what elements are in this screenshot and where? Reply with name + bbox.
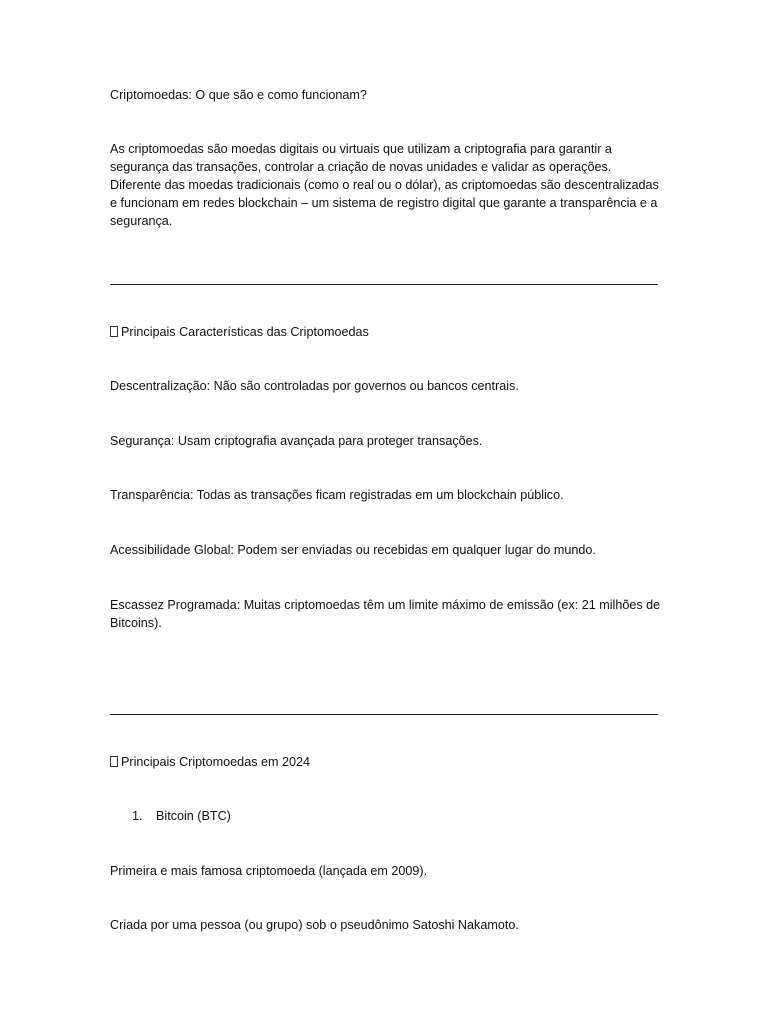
list-number: 1. — [132, 809, 143, 823]
section-heading-top-coins — [110, 753, 662, 771]
list-item-bitcoin: Bitcoin (BTC) — [156, 809, 231, 823]
section-heading-text: Principais Características das Criptomoedas — [121, 325, 369, 339]
paragraph-decentralization: Descentralização: Não são controladas por governos ou bancos centrais. — [110, 379, 519, 393]
paragraph-transparency: Transparência: Todas as transações ficam registradas em um blockchain público. — [110, 488, 564, 502]
section-heading-characteristics — [110, 323, 662, 341]
intro-paragraph: As criptomoedas são moedas digitais ou virtuais que utilizam a criptografia para garantir a segurança das transações, controlar a criação de novas unidades e validar as operações. Diferente das moedas tradicionais (como o real ou o dólar), as criptomoedas são descentralizadas e funcionam em redes blockchain – um sistema de registro digital que garante a transparência e a segurança. — [110, 142, 659, 228]
paragraph-security: Segurança: Usam criptografia avançada para proteger transações. — [110, 434, 483, 448]
section-heading-text: Principais Criptomoedas em 2024 — [121, 755, 310, 769]
horizontal-rule — [110, 714, 658, 715]
missing-glyph-icon — [110, 756, 118, 767]
paragraph-bitcoin-first: Primeira e mais famosa criptomoeda (lançada em 2009). — [110, 864, 428, 878]
paragraph-bitcoin-creator: Criada por uma pessoa (ou grupo) sob o pseudônimo Satoshi Nakamoto. — [110, 918, 519, 932]
missing-glyph-icon — [110, 326, 118, 337]
document-title: Criptomoedas: O que são e como funcionam? — [110, 88, 367, 102]
paragraph-scarcity: Escassez Programada: Muitas criptomoedas têm um limite máximo de emissão (ex: 21 milhões de Bitcoins). — [110, 598, 661, 630]
paragraph-accessibility: Acessibilidade Global: Podem ser enviadas ou recebidas em qualquer lugar do mundo. — [110, 543, 596, 557]
horizontal-rule — [110, 284, 658, 285]
